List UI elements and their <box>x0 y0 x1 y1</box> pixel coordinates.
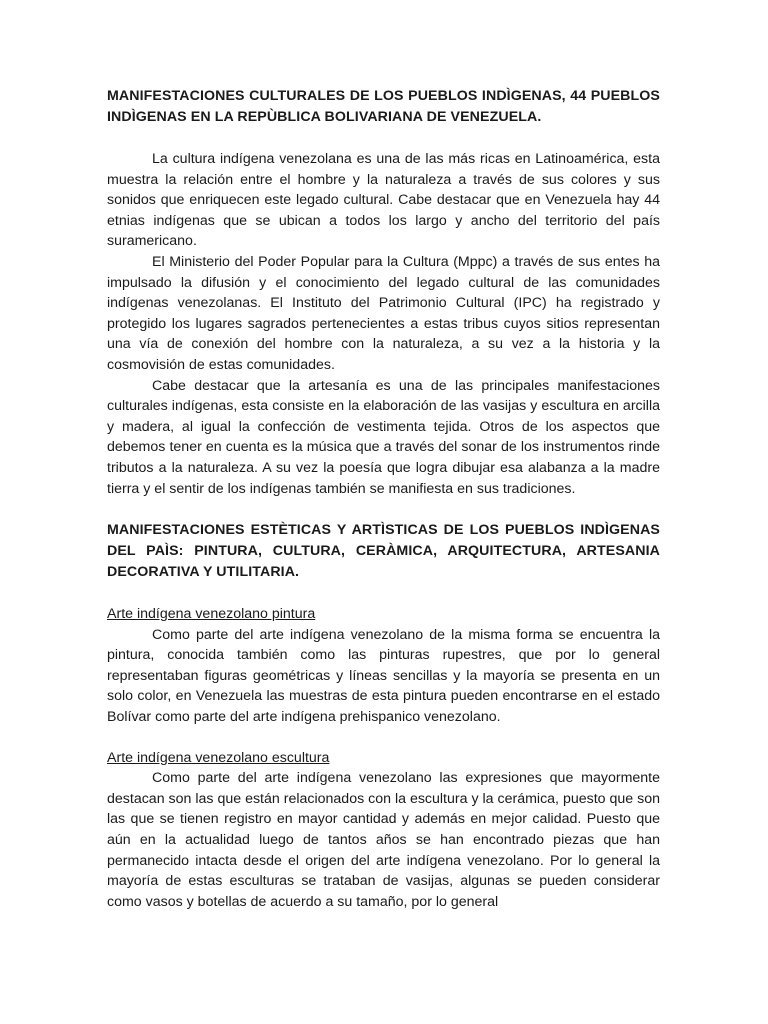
subsection-pintura-text: Como parte del arte indígena venezolano de la misma forma se encuentra la pintura, conocida también como las pinturas rupestres, que por lo general representaban figuras geométricas y líneas sencillas y la mayoría se presenta en un solo color, en Venezuela las muestras de esta pintura pueden encontrarse en el estado Bolívar como parte del arte indígena prehispanico venezolano. <box>107 626 660 726</box>
section-1-title: MANIFESTACIONES CULTURALES DE LOS PUEBLOS INDÌGENAS, 44 PUEBLOS INDÌGENAS EN LA REPÙBLICA BOLIVARIANA DE VENEZUELA. <box>107 88 660 125</box>
section-1-paragraph-1: La cultura indígena venezolana es una de las más ricas en Latinoamérica, esta muestra la relación entre el hombre y la naturaleza a través de sus colores y sus sonidos que enriquecen este legado cultural. Cabe destacar que en Venezuela hay 44 etnias indígenas que se ubican a todos los largo y ancho del territorio del país suramericano. <box>107 151 660 250</box>
document-page <box>107 86 660 912</box>
section-1-paragraph-2: El Ministerio del Poder Popular para la Cultura (Mppc) a través de sus entes ha impulsado la difusión y el conocimiento del legado cultural de las comunidades indígenas venezolanas. El Instituto del Patrimonio Cultural (IPC) ha registrado y protegido los lugares sagrados pertenecientes a estas tribus cuyos sitios representan una vía de conexión del hombre con la naturaleza, a su vez a la historia y la cosmovisión de estas comunidades. <box>107 253 660 373</box>
section-1-paragraph-3: Cabe destacar que la artesanía es una de las principales manifestaciones culturales indígenas, esta consiste en la elaboración de las vasijas y escultura en arcilla y madera, al igual la confección de vestimenta tejida. Otros de los aspectos que debemos tener en cuenta es la música que a través del sonar de los instrumentos rinde tributos a la naturaleza. A su vez la poesía que logra dibujar esa alabanza a la madre tierra y el sentir de los indígenas también se manifiesta en sus tradiciones. <box>107 377 660 497</box>
section-2-title: MANIFESTACIONES ESTÈTICAS Y ARTÌSTICAS DE LOS PUEBLOS INDÌGENAS DEL PAÌS: PINTURA, CULTURA, CERÀMICA, ARQUITECTURA, ARTESANIA DECORATIVA Y UTILITARIA. <box>107 522 660 581</box>
subsection-escultura-text: Como parte del arte indígena venezolano las expresiones que mayormente destacan son las que están relacionados con la escultura y la cerámica, puesto que son las que se tienen registro en mayor cantidad y además en mejor calidad. Puesto que aún en la actualidad luego de tantos años se han encontrado piezas que han permanecido intacta desde el origen del arte indígena venezolano. Por lo general la mayoría de estas esculturas se trataban de vasijas, algunas se pueden considerar como vasos y botellas de acuerdo a su tamaño, por lo general <box>107 770 660 910</box>
subsection-pintura-title: Arte indígena venezolano pintura <box>107 606 316 623</box>
subsection-escultura-title: Arte indígena venezolano escultura <box>107 749 330 766</box>
